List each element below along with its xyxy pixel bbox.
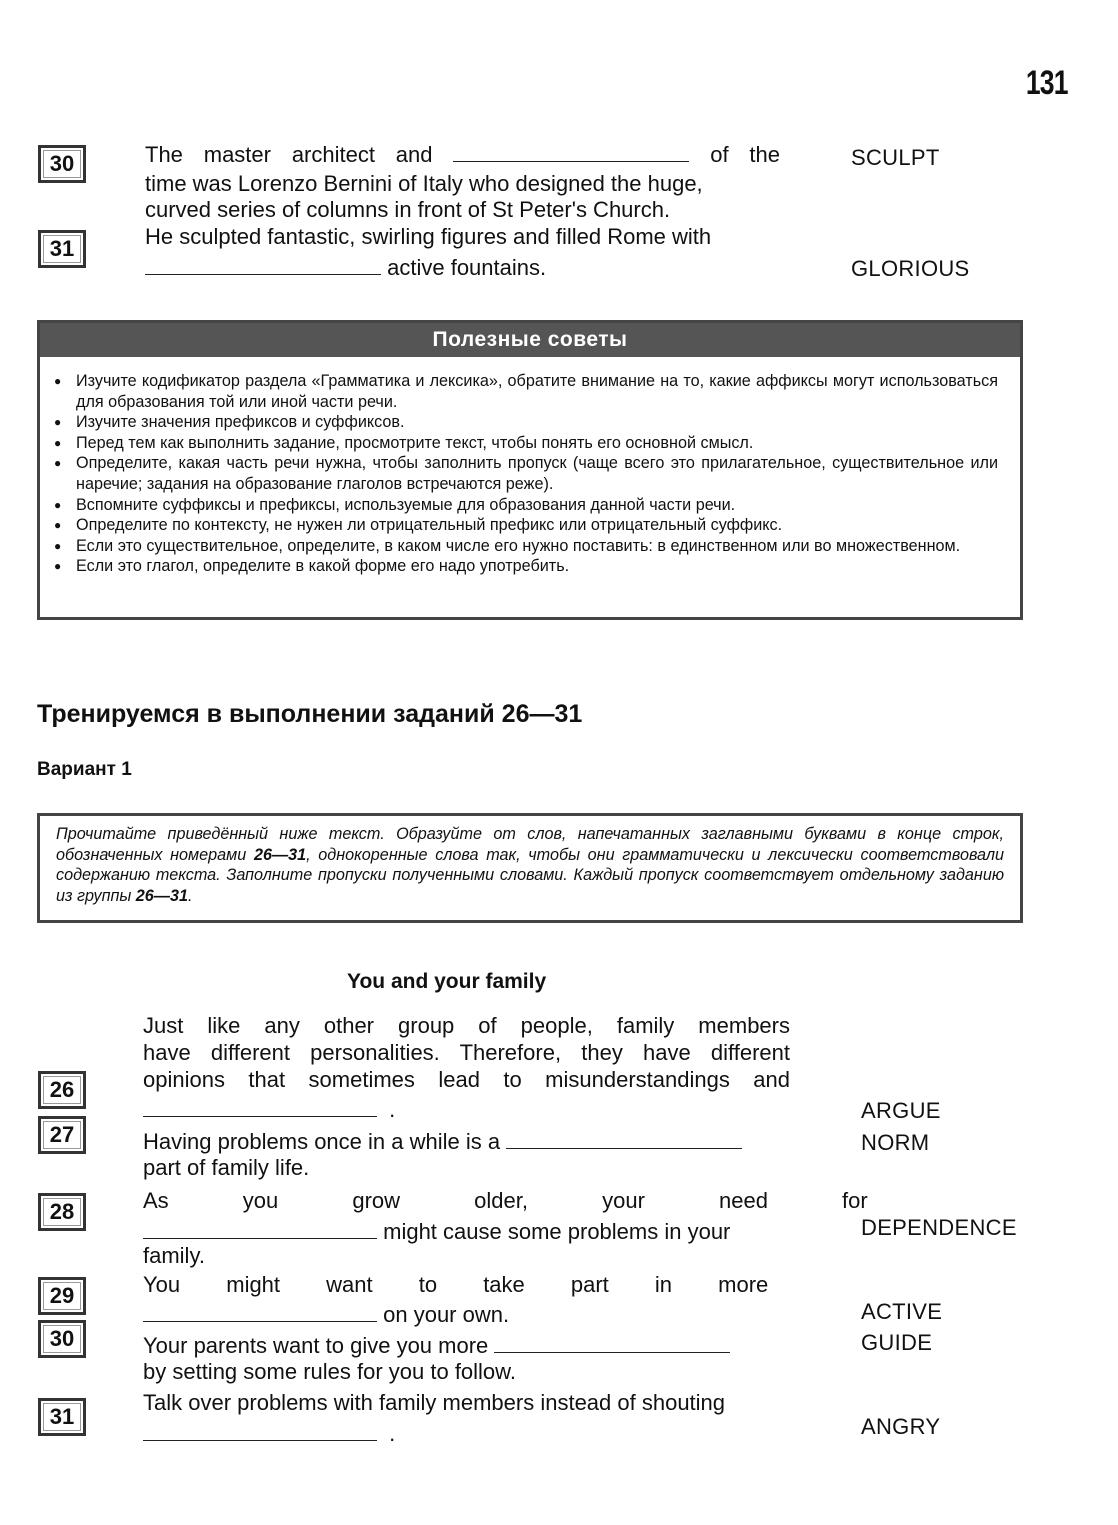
family-text-line-11 bbox=[143, 1302, 509, 1328]
family-text-line-2: have different personalities. Therefore, they have different bbox=[143, 1040, 790, 1065]
top-text-line-1-end: of the bbox=[710, 142, 780, 167]
answer-blank-31-family[interactable] bbox=[143, 1439, 377, 1441]
tip-item: ● Если это глагол, определите в какой форме его надо употребить. bbox=[54, 556, 998, 577]
tips-header: Полезные советы bbox=[40, 323, 1020, 357]
text-title: You and your family bbox=[347, 970, 547, 993]
family-text-line-10: You might want to take part in more bbox=[143, 1272, 769, 1297]
family-text-line-15 bbox=[143, 1421, 395, 1447]
tip-item: ● Изучите значения префиксов и суффиксов. bbox=[54, 412, 998, 433]
keyword-sculpt: SCULPT bbox=[851, 145, 940, 170]
answer-blank-28[interactable] bbox=[143, 1237, 377, 1239]
top-text-line-2: time was Lorenzo Bernini of Italy who designed the huge, bbox=[145, 171, 703, 196]
top-text-line-5-text: active fountains. bbox=[387, 255, 547, 280]
tips-box bbox=[37, 320, 1023, 620]
family-text-line-13: by setting some rules for you to follow. bbox=[143, 1359, 516, 1384]
family-text-line-15-end: . bbox=[389, 1421, 396, 1446]
top-text-line-3: curved series of columns in front of St Peter's Church. bbox=[145, 197, 671, 222]
page-number: 131 bbox=[1026, 64, 1068, 102]
tip-item: ● Определите, какая часть речи нужна, чтобы заполнить пропуск (чаще всего это прилагательное, существительное или наречие; задания на образование глаголов встречаются реже). bbox=[54, 453, 998, 494]
family-text-line-12 bbox=[143, 1333, 730, 1359]
instruction-box bbox=[37, 813, 1023, 923]
top-text-line-5 bbox=[145, 255, 546, 281]
keyword-argue: ARGUE bbox=[861, 1098, 941, 1123]
keyword-active: ACTIVE bbox=[861, 1299, 943, 1324]
family-text-line-4-end: . bbox=[389, 1097, 396, 1122]
task-number-27: 27 bbox=[38, 1116, 86, 1154]
keyword-angry: ANGRY bbox=[861, 1414, 941, 1439]
family-text-line-8 bbox=[143, 1219, 730, 1245]
family-text-line-5-text: Having problems once in a while is a bbox=[143, 1129, 501, 1154]
family-text-line-7: As you grow older, your need for bbox=[143, 1188, 868, 1213]
tip-item: ● Вспомните суффиксы и префиксы, используемые для образования данной части речи. bbox=[54, 495, 998, 516]
family-text-line-11-text: on your own. bbox=[383, 1302, 510, 1327]
task-number-30: 30 bbox=[38, 145, 86, 183]
family-text-line-4 bbox=[143, 1097, 395, 1123]
top-text-line-4: He sculpted fantastic, swirling figures and filled Rome with bbox=[145, 224, 712, 249]
family-text-line-3: opinions that sometimes lead to misunderstandings and bbox=[143, 1067, 790, 1092]
family-text-line-6: part of family life. bbox=[143, 1155, 310, 1180]
family-text-line-12-text: Your parents want to give you more bbox=[143, 1333, 489, 1358]
answer-blank-27[interactable] bbox=[506, 1147, 742, 1149]
answer-blank-31[interactable] bbox=[145, 273, 381, 275]
keyword-glorious: GLORIOUS bbox=[851, 256, 970, 281]
variant-label: Вариант 1 bbox=[37, 759, 132, 780]
tip-item: ● Перед тем как выполнить задание, просмотрите текст, чтобы понять его основной смысл. bbox=[54, 433, 998, 454]
task-number-31: 31 bbox=[38, 230, 86, 268]
task-number-30: 30 bbox=[38, 1320, 86, 1358]
family-text-line-8-text: might cause some problems in your bbox=[383, 1219, 731, 1244]
instruction-part-3: . bbox=[188, 886, 193, 905]
instruction-range-2: 26—31 bbox=[135, 886, 188, 905]
answer-blank-29[interactable] bbox=[143, 1320, 377, 1322]
family-text-line-5 bbox=[143, 1129, 742, 1155]
top-text-line-1 bbox=[145, 142, 780, 168]
tip-item: ● Если это существительное, определите, в каком числе его нужно поставить: в единственном или во множественном. bbox=[54, 536, 998, 557]
task-number-29: 29 bbox=[38, 1277, 86, 1315]
family-text-line-14: Talk over problems with family members instead of shouting bbox=[143, 1390, 726, 1415]
instruction-range-1: 26—31 bbox=[253, 845, 307, 864]
keyword-norm: NORM bbox=[861, 1130, 930, 1155]
tips-list bbox=[40, 357, 1020, 577]
task-number-28: 28 bbox=[38, 1193, 86, 1231]
task-number-26: 26 bbox=[38, 1071, 86, 1109]
instruction-part-2: , однокоренные слова так, чтобы они грамматически и лексически соответствовали содержанию текста. Заполните пропуски полученными словами. Каждый пропуск соответствует отдельному заданию из группы bbox=[56, 845, 1004, 905]
keyword-dependence: DEPENDENCE bbox=[861, 1215, 1017, 1240]
answer-blank-30[interactable] bbox=[453, 160, 689, 162]
section-title: Тренируемся в выполнении заданий 26—31 bbox=[37, 700, 583, 728]
family-text-line-9: family. bbox=[143, 1243, 205, 1268]
task-number-31: 31 bbox=[38, 1398, 86, 1436]
top-text-line-1-start: The master architect and bbox=[145, 142, 433, 167]
instruction-part-1: Прочитайте приведённый ниже текст. Образуйте от слов, напечатанных заглавными буквами в конце строк, обозначенных номерами bbox=[56, 825, 1004, 864]
tip-item: ● Определите по контексту, не нужен ли отрицательный префикс или отрицательный суффикс. bbox=[54, 515, 998, 536]
instruction-text bbox=[56, 824, 1004, 906]
family-text-line-1: Just like any other group of people, family members bbox=[143, 1013, 790, 1038]
keyword-guide: GUIDE bbox=[861, 1330, 933, 1355]
answer-blank-26[interactable] bbox=[143, 1115, 377, 1117]
answer-blank-30-family[interactable] bbox=[494, 1351, 730, 1353]
tip-item: ● Изучите кодификатор раздела «Грамматика и лексика», обратите внимание на то, какие аффиксы могут использоваться для образования той или иной части речи. bbox=[54, 371, 998, 412]
